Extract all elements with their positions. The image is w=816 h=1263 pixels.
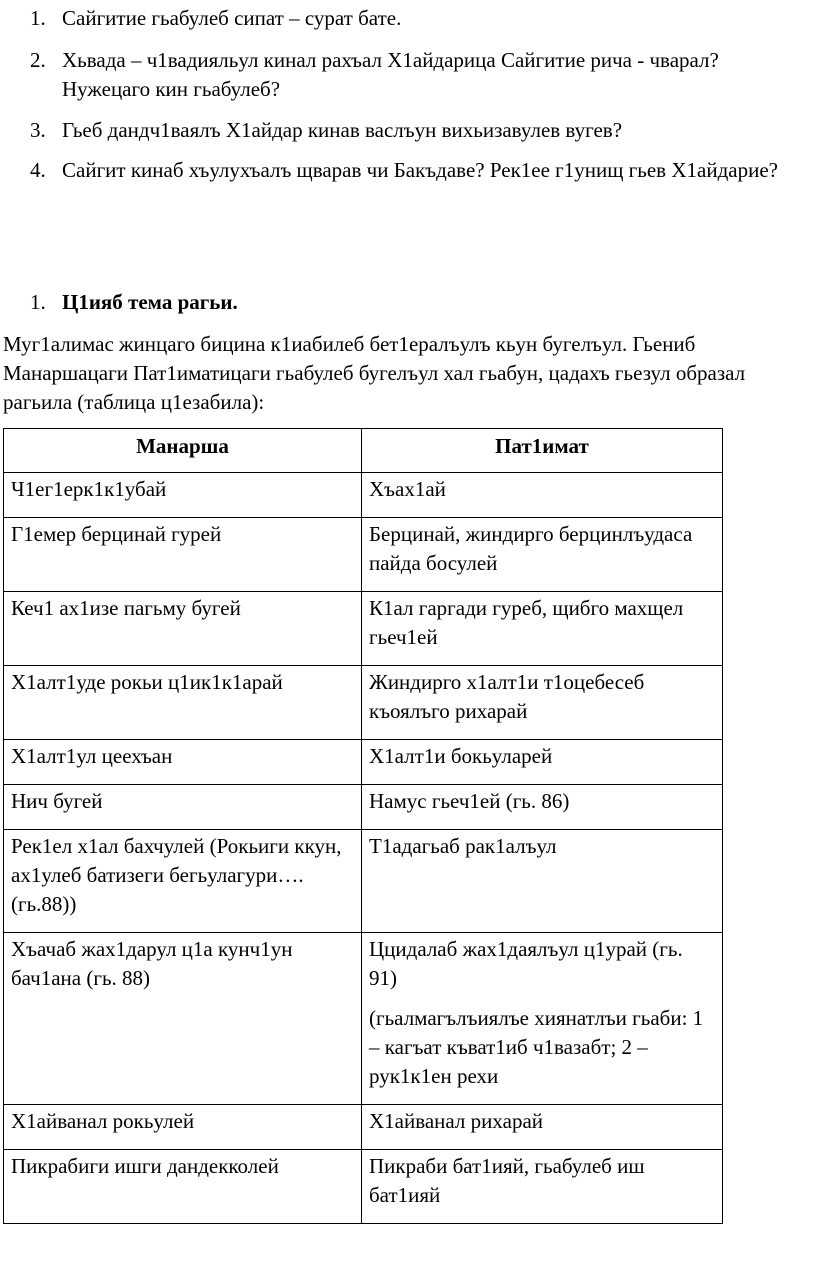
cell-text: Жиндирго х1алт1и т1оцебесеб къоялъго рихарай: [369, 670, 645, 723]
table-row: [4, 740, 723, 785]
patimat-cell: [362, 473, 723, 518]
cell-text: Хъах1ай: [369, 477, 446, 501]
manarsha-cell: Хъачаб жах1дарул ц1а кунч1ун бач1ана (гь. 88): [4, 933, 362, 1105]
table-row: [4, 592, 723, 666]
intro-paragraph: Муг1алимас жинцаго бицина к1иабилеб бет1ералъулъ кьун бугелъул. Гьениб Манаршацаги Пат1иматицаги гьабулеб бугелъул хал гьабун, цадахъ гьезул образал рагьила (таблица ц1езабила):: [3, 332, 746, 414]
table-header-row: [4, 429, 723, 473]
list-number: 4.: [30, 158, 46, 182]
manarsha-cell: Кеч1 ах1изе пагьму бугей: [4, 592, 362, 666]
patimat-cell: [362, 1105, 723, 1150]
patimat-cell: [362, 1150, 723, 1224]
question-text: Сайгит кинаб хъулухъалъ щварав чи Бакъдаве? Рек1ее г1унищ гьев Х1айдарие?: [62, 158, 778, 182]
cell-text: Пикраби бат1ияй, гьабулеб иш бат1ияй: [369, 1154, 645, 1207]
table-row: [4, 933, 723, 1105]
manarsha-cell: Пикрабиги ишги дандекколей: [4, 1150, 362, 1224]
question-text: Хьвада – ч1вадияльул кинал рахъал Х1айдарица Сайгитие рича - чварал? Нужецаго кин гьабулеб?: [62, 48, 719, 101]
list-number: 1.: [30, 290, 46, 314]
cell-text: Ццидалаб жах1даялъул ц1урай (гь. 91): [369, 937, 683, 990]
column-header-manarsha: Манарша: [4, 429, 362, 473]
patimat-cell: [362, 830, 723, 933]
table-row: [4, 1150, 723, 1224]
manarsha-cell: Нич бугей: [4, 785, 362, 830]
manarsha-cell: Х1айванал рокьулей: [4, 1105, 362, 1150]
cell-note: (гьалмагълъиялъе хиянатлъи гьаби: 1 – кагъат къват1иб ч1вазабт; 2 – рук1к1ен рехи: [369, 1006, 704, 1088]
list-number: 1.: [30, 6, 46, 30]
list-number: 2.: [30, 48, 46, 72]
patimat-cell: [362, 666, 723, 740]
cell-text: К1ал гаргади гуреб, щибго махщел гьеч1ей: [369, 596, 684, 649]
list-number: 3.: [30, 118, 46, 142]
manarsha-cell: Ч1ег1ерк1к1убай: [4, 473, 362, 518]
column-header-patimat: Пат1имат: [362, 429, 723, 473]
question-text: Гьеб дандч1ваялъ Х1айдар кинав васлъун вихьизавулев вугев?: [62, 118, 623, 142]
cell-text: Х1айванал рихарай: [369, 1109, 543, 1133]
cell-text: Намус гьеч1ей (гь. 86): [369, 789, 570, 813]
table-row: [4, 830, 723, 933]
cell-text: Х1алт1и бокьуларей: [369, 744, 553, 768]
table-row: [4, 473, 723, 518]
patimat-cell: [362, 592, 723, 666]
patimat-cell: [362, 518, 723, 592]
table-row: [4, 666, 723, 740]
patimat-cell: [362, 933, 723, 1105]
comparison-table: [3, 428, 723, 1224]
table-row: [4, 785, 723, 830]
patimat-cell: [362, 785, 723, 830]
table-row: [4, 518, 723, 592]
question-text: Сайгитие гьабулеб сипат – сурат бате.: [62, 6, 402, 30]
manarsha-cell: Г1емер берцинай гурей: [4, 518, 362, 592]
manarsha-cell: Х1алт1уде рокьи ц1ик1к1арай: [4, 666, 362, 740]
table-row: [4, 1105, 723, 1150]
manarsha-cell: Х1алт1ул цеехъан: [4, 740, 362, 785]
manarsha-cell: Рек1ел х1ал бахчулей (Рокьиги ккун, ах1улеб батизеги бегьулагури….(гь.88)): [4, 830, 362, 933]
topic-title: Ц1ияб тема рагьи.: [62, 290, 238, 314]
patimat-cell: [362, 740, 723, 785]
cell-text: Т1адагьаб рак1алъул: [369, 834, 557, 858]
cell-text: Берцинай, жиндирго берцинлъудаса пайда босулей: [369, 522, 693, 575]
